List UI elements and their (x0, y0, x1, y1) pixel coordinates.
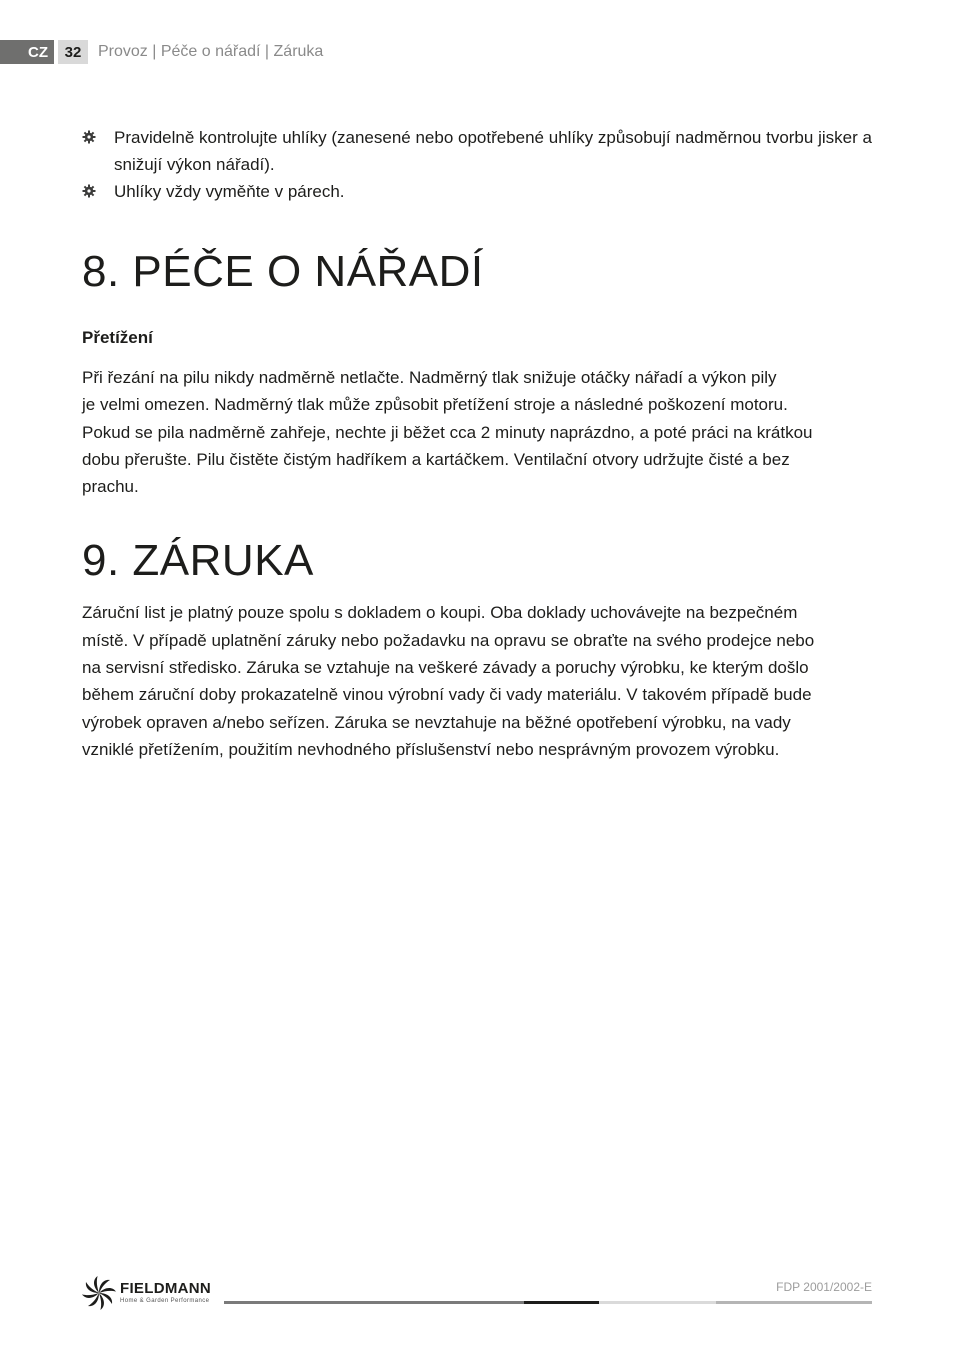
text-line: vzniklé přetížením, použitím nevhodného příslušenství nebo nesprávným provozem výrobku. (82, 739, 780, 759)
gear-bullet-icon (82, 184, 96, 198)
text-line: Pokud se pila nadměrně zahřeje, nechte ji běžet cca 2 minuty naprázdno, a poté práci na krátkou (82, 422, 813, 442)
gear-bullet-icon (82, 130, 96, 144)
page-content (82, 124, 872, 763)
footer-rule-light (599, 1301, 716, 1304)
section-title-care: 8. PÉČE O NÁŘADÍ (82, 247, 484, 296)
list-item (82, 178, 872, 205)
text-line: Při řezání na pilu nikdy nadměrně netlačte. Nadměrný tlak snižuje otáčky nářadí a výkon pily (82, 368, 777, 387)
footer-rule-gray (224, 1301, 524, 1304)
intro-bullet-list (82, 124, 872, 205)
fieldmann-swirl-icon (82, 1276, 116, 1310)
warranty-paragraph (82, 599, 872, 763)
subsection-title-overload: Přetížení (82, 328, 153, 347)
text-line: dobu přerušte. Pilu čistěte čistým hadříkem a kartáčkem. Ventilační otvory udržujte čisté a bez (82, 449, 790, 469)
list-item (82, 124, 872, 178)
bullet-text: Pravidelně kontrolujte uhlíky (zanesené nebo opotřebené uhlíky způsobují nadměrnou tvorbu jisker a snižují výkon nářadí). (114, 128, 872, 174)
text-line: prachu. (82, 477, 139, 497)
text-line: během záruční doby prokazatelně vinou výrobní vady či vady materiálu. V takovém případě bude (82, 685, 812, 705)
text-line: výrobek opraven a/nebo seřízen. Záruka se nevztahuje na běžné opotřebení výrobku, na vady (82, 712, 791, 732)
breadcrumb: Provoz | Péče o nářadí | Záruka (98, 43, 324, 60)
brand-tagline: Home & Garden Performance (120, 1298, 210, 1304)
language-badge: CZ (0, 40, 54, 64)
text-line: na servisní středisko. Záruka se vztahuje na veškeré závady a poruchy výrobku, ke kterým došlo (82, 658, 809, 678)
footer-rule-mid (716, 1301, 872, 1304)
brand-name: FIELDMANN (120, 1280, 212, 1297)
text-line: je velmi omezen. Nadměrný tlak může způsobit přetížení stroje a následné poškození motoru. (82, 395, 788, 415)
page-footer (82, 1276, 872, 1316)
overload-paragraph (82, 364, 872, 500)
text-line: místě. V případě uplatnění záruky nebo požadavku na opravu se obraťte na svého prodejce nebo (82, 630, 815, 650)
bullet-text: Uhlíky vždy vyměňte v párech. (114, 182, 345, 201)
fieldmann-logo (82, 1276, 211, 1310)
footer-rule-black (524, 1301, 599, 1304)
section-title-warranty: 9. ZÁRUKA (82, 536, 314, 586)
model-number: FDP 2001/2002-E (776, 1280, 872, 1294)
text-line: Záruční list je platný pouze spolu s dokladem o koupi. Oba doklady uchovávejte na bezpečném (82, 603, 798, 623)
page-header (0, 40, 323, 64)
page-number: 32 (58, 40, 88, 64)
